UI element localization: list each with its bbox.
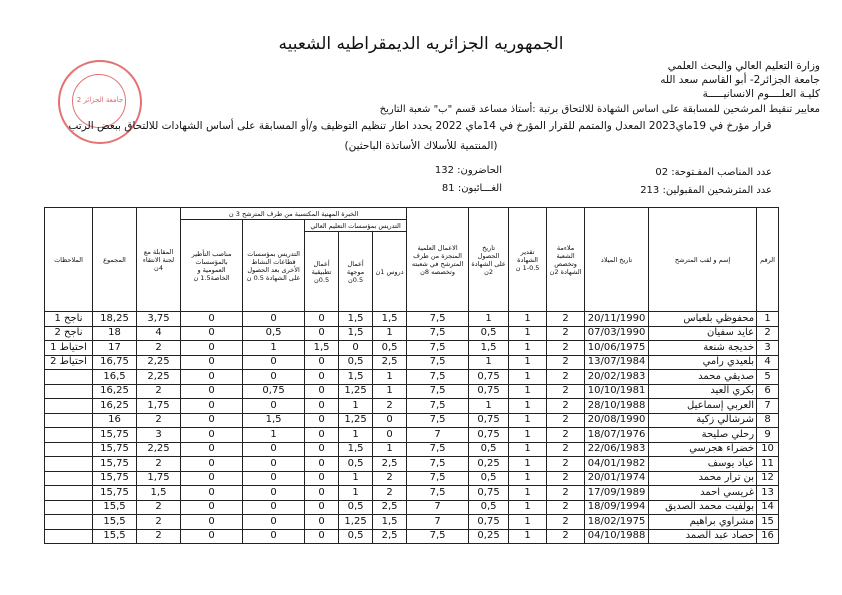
cell-directed: 1,5 bbox=[339, 442, 373, 457]
cell-exp-supervision: 0 bbox=[181, 413, 243, 428]
cell-exp-teaching: 1,5 bbox=[243, 413, 305, 428]
cell-total: 16,25 bbox=[93, 384, 137, 399]
header-teaching-group: التدريس بمؤسسات التعليم العالي bbox=[305, 220, 407, 232]
cell-exp-supervision: 0 bbox=[181, 471, 243, 486]
cell-works: 7,5 bbox=[407, 370, 469, 385]
cell-directed: 1,5 bbox=[339, 326, 373, 341]
cell-name: خديجة شنعة bbox=[649, 341, 757, 356]
cell-num: 10 bbox=[757, 442, 779, 457]
cell-num: 3 bbox=[757, 341, 779, 356]
cell-exp-teaching: 0,75 bbox=[243, 384, 305, 399]
cell-total: 16,75 bbox=[93, 355, 137, 370]
cell-lessons: 0 bbox=[373, 428, 407, 443]
cell-lessons: 1 bbox=[373, 326, 407, 341]
cell-lessons: 1 bbox=[373, 442, 407, 457]
cell-match: 2 bbox=[547, 457, 585, 472]
cell-practical: 0 bbox=[305, 442, 339, 457]
table-row bbox=[45, 457, 779, 472]
cell-num: 4 bbox=[757, 355, 779, 370]
cell-exp-supervision: 0 bbox=[181, 355, 243, 370]
cell-grade: 1 bbox=[509, 312, 547, 327]
cell-exp-supervision: 0 bbox=[181, 486, 243, 501]
table-row bbox=[45, 500, 779, 515]
header-exp-supervision: مناصب التأطير بالمؤسسات العمومية و الخاصة1.5 ن bbox=[181, 220, 243, 312]
header-directed: أعمال موجهة 0.5ن bbox=[339, 232, 373, 312]
cell-exp-supervision: 0 bbox=[181, 515, 243, 530]
cell-note bbox=[45, 500, 93, 515]
cell-obtained: 0,5 bbox=[469, 442, 509, 457]
cell-exp-supervision: 0 bbox=[181, 428, 243, 443]
cell-birth: 18/02/1975 bbox=[585, 515, 649, 530]
cell-total: 17 bbox=[93, 341, 137, 356]
cell-lessons: 1 bbox=[373, 384, 407, 399]
cell-practical: 0 bbox=[305, 486, 339, 501]
cell-directed: 1,25 bbox=[339, 515, 373, 530]
cell-note: ناجح 2 bbox=[45, 326, 93, 341]
table-row bbox=[45, 312, 779, 327]
cell-note bbox=[45, 384, 93, 399]
cell-match: 2 bbox=[547, 471, 585, 486]
cell-name: خضراء هجرسي bbox=[649, 442, 757, 457]
cell-num: 5 bbox=[757, 370, 779, 385]
cell-note bbox=[45, 413, 93, 428]
header-notes: الملاحظات bbox=[45, 208, 93, 312]
cell-birth: 17/09/1989 bbox=[585, 486, 649, 501]
cell-practical: 0 bbox=[305, 355, 339, 370]
cell-works: 7,5 bbox=[407, 312, 469, 327]
cell-exp-teaching: 0 bbox=[243, 370, 305, 385]
cell-exp-supervision: 0 bbox=[181, 457, 243, 472]
cell-lessons: 2,5 bbox=[373, 500, 407, 515]
cell-interview: 2,25 bbox=[137, 370, 181, 385]
cell-practical: 1,5 bbox=[305, 341, 339, 356]
cell-total: 15,75 bbox=[93, 471, 137, 486]
scores-table bbox=[44, 207, 779, 544]
header-works: الاعمال العلمية المنجزة من طرف المترشح في شعبته وتخصصه 8ن bbox=[407, 208, 469, 312]
accepted-count: عدد المترشحين المقبولين: 213 bbox=[640, 185, 772, 196]
cell-name: مشراوي براهيم bbox=[649, 515, 757, 530]
cell-grade: 1 bbox=[509, 428, 547, 443]
cell-match: 2 bbox=[547, 515, 585, 530]
table-row bbox=[45, 370, 779, 385]
table-row bbox=[45, 471, 779, 486]
cell-exp-teaching: 0 bbox=[243, 486, 305, 501]
cell-obtained: 0,75 bbox=[469, 370, 509, 385]
cell-total: 15,75 bbox=[93, 486, 137, 501]
cell-note: ناجح 1 bbox=[45, 312, 93, 327]
cell-interview: 2 bbox=[137, 341, 181, 356]
cell-grade: 1 bbox=[509, 355, 547, 370]
table-row bbox=[45, 515, 779, 530]
cell-grade: 1 bbox=[509, 370, 547, 385]
cell-obtained: 1,5 bbox=[469, 341, 509, 356]
cell-num: 14 bbox=[757, 500, 779, 515]
cell-match: 2 bbox=[547, 384, 585, 399]
cell-match: 2 bbox=[547, 428, 585, 443]
cell-total: 15,75 bbox=[93, 428, 137, 443]
cell-practical: 0 bbox=[305, 370, 339, 385]
cell-obtained: 1 bbox=[469, 355, 509, 370]
cell-note bbox=[45, 486, 93, 501]
cell-num: 16 bbox=[757, 529, 779, 544]
cell-match: 2 bbox=[547, 399, 585, 414]
cell-works: 7,5 bbox=[407, 529, 469, 544]
cell-directed: 0,5 bbox=[339, 529, 373, 544]
cell-works: 7,5 bbox=[407, 341, 469, 356]
cell-birth: 10/06/1975 bbox=[585, 341, 649, 356]
cell-interview: 4 bbox=[137, 326, 181, 341]
cell-obtained: 0,75 bbox=[469, 413, 509, 428]
absent-count: الغـــائبون: 81 bbox=[441, 183, 502, 194]
cell-num: 12 bbox=[757, 471, 779, 486]
cell-works: 7,5 bbox=[407, 471, 469, 486]
cell-practical: 0 bbox=[305, 515, 339, 530]
cell-name: بكري العيد bbox=[649, 384, 757, 399]
cell-note bbox=[45, 370, 93, 385]
stamp-text: جامعة الجزائر 2 bbox=[76, 96, 124, 104]
cell-match: 2 bbox=[547, 326, 585, 341]
cell-note: احتياط 1 bbox=[45, 341, 93, 356]
cell-obtained: 0,5 bbox=[469, 500, 509, 515]
header-exp-teaching: التدريس بمؤسسات قطاعات النشاط الأخرى بعد الحصول على الشهادة 0.5 ن bbox=[243, 220, 305, 312]
cell-obtained: 1 bbox=[469, 399, 509, 414]
cell-works: 7,5 bbox=[407, 486, 469, 501]
decree-line: قرار مؤرخ في 19ماي2023 المعدل والمتمم للقرار المؤرخ في 14ماي 2022 يحدد اطار تنظيم التوظيف و/أو المسابقة على أساس الشهادات للالتحاق ببعض الرتب bbox=[68, 120, 772, 132]
header-grade: تقدير الشهادة 0.5-1 ن bbox=[509, 208, 547, 312]
header-match: ملاءمة الشعبة وتخصص الشهادة 2ن bbox=[547, 208, 585, 312]
cell-lessons: 1 bbox=[373, 370, 407, 385]
cell-exp-supervision: 0 bbox=[181, 384, 243, 399]
cell-obtained: 0,75 bbox=[469, 515, 509, 530]
cell-num: 15 bbox=[757, 515, 779, 530]
cell-practical: 0 bbox=[305, 384, 339, 399]
cell-lessons: 1,5 bbox=[373, 515, 407, 530]
cell-directed: 1,5 bbox=[339, 312, 373, 327]
cell-birth: 20/11/1990 bbox=[585, 312, 649, 327]
cell-lessons: 2 bbox=[373, 486, 407, 501]
header-birth: تاريخ الميلاد bbox=[585, 208, 649, 312]
cell-practical: 0 bbox=[305, 471, 339, 486]
table-row bbox=[45, 529, 779, 544]
cell-lessons: 2,5 bbox=[373, 529, 407, 544]
cell-name: عايد سفيان bbox=[649, 326, 757, 341]
cell-interview: 2,25 bbox=[137, 355, 181, 370]
header-lessons: دروس 1ن bbox=[373, 232, 407, 312]
cell-works: 7,5 bbox=[407, 442, 469, 457]
cell-exp-teaching: 0 bbox=[243, 399, 305, 414]
cell-exp-teaching: 0 bbox=[243, 442, 305, 457]
table-row bbox=[45, 399, 779, 414]
cell-match: 2 bbox=[547, 529, 585, 544]
cell-directed: 1,25 bbox=[339, 384, 373, 399]
cell-birth: 20/02/1983 bbox=[585, 370, 649, 385]
cell-name: رحلي صليحة bbox=[649, 428, 757, 443]
cell-directed: 1,25 bbox=[339, 413, 373, 428]
cell-total: 15,5 bbox=[93, 500, 137, 515]
table-row bbox=[45, 384, 779, 399]
cell-exp-teaching: 0 bbox=[243, 471, 305, 486]
present-count: الحاضرون: 132 bbox=[434, 165, 502, 176]
cell-match: 2 bbox=[547, 341, 585, 356]
cell-practical: 0 bbox=[305, 413, 339, 428]
cell-num: 7 bbox=[757, 399, 779, 414]
cell-interview: 2 bbox=[137, 384, 181, 399]
cell-exp-teaching: 0 bbox=[243, 515, 305, 530]
cell-exp-supervision: 0 bbox=[181, 500, 243, 515]
header-total: المجموع bbox=[93, 208, 137, 312]
cell-lessons: 1,5 bbox=[373, 312, 407, 327]
cell-lessons: 2 bbox=[373, 471, 407, 486]
table-row bbox=[45, 486, 779, 501]
cell-interview: 1,75 bbox=[137, 471, 181, 486]
cell-works: 7 bbox=[407, 500, 469, 515]
cell-birth: 04/10/1988 bbox=[585, 529, 649, 544]
cell-name: شرشالي زكية bbox=[649, 413, 757, 428]
cell-match: 2 bbox=[547, 370, 585, 385]
cell-total: 18,25 bbox=[93, 312, 137, 327]
cell-interview: 2 bbox=[137, 457, 181, 472]
cell-total: 18 bbox=[93, 326, 137, 341]
cell-grade: 1 bbox=[509, 341, 547, 356]
cell-lessons: 2,5 bbox=[373, 355, 407, 370]
cell-obtained: 0,75 bbox=[469, 384, 509, 399]
cell-directed: 0 bbox=[339, 341, 373, 356]
cell-name: صديقي محمد bbox=[649, 370, 757, 385]
cell-match: 2 bbox=[547, 500, 585, 515]
cell-works: 7,5 bbox=[407, 457, 469, 472]
cell-name: غريسي احمد bbox=[649, 486, 757, 501]
table-row bbox=[45, 341, 779, 356]
cell-obtained: 0,5 bbox=[469, 326, 509, 341]
cell-exp-supervision: 0 bbox=[181, 399, 243, 414]
cell-birth: 10/10/1981 bbox=[585, 384, 649, 399]
cell-grade: 1 bbox=[509, 413, 547, 428]
table-row bbox=[45, 355, 779, 370]
cell-exp-supervision: 0 bbox=[181, 370, 243, 385]
cell-directed: 1 bbox=[339, 428, 373, 443]
cell-total: 15,75 bbox=[93, 457, 137, 472]
cell-interview: 1,5 bbox=[137, 486, 181, 501]
cell-lessons: 2 bbox=[373, 399, 407, 414]
cell-birth: 28/10/1988 bbox=[585, 399, 649, 414]
cell-name: بولفيت محمد الصديق bbox=[649, 500, 757, 515]
cell-exp-teaching: 0 bbox=[243, 457, 305, 472]
cell-interview: 2,25 bbox=[137, 442, 181, 457]
cell-note bbox=[45, 457, 93, 472]
cell-num: 2 bbox=[757, 326, 779, 341]
cell-name: حصاد عبد الصمد bbox=[649, 529, 757, 544]
cell-obtained: 1 bbox=[469, 312, 509, 327]
cell-exp-teaching: 0 bbox=[243, 312, 305, 327]
cell-interview: 2 bbox=[137, 500, 181, 515]
cell-obtained: 0,5 bbox=[469, 471, 509, 486]
cell-note bbox=[45, 471, 93, 486]
posts-open: عدد المناصب المفـتوحة: 02 bbox=[655, 167, 772, 178]
cell-practical: 0 bbox=[305, 428, 339, 443]
cell-directed: 0,5 bbox=[339, 457, 373, 472]
cell-exp-teaching: 0 bbox=[243, 500, 305, 515]
cell-birth: 20/08/1990 bbox=[585, 413, 649, 428]
cell-num: 8 bbox=[757, 413, 779, 428]
cell-num: 6 bbox=[757, 384, 779, 399]
cell-interview: 2 bbox=[137, 529, 181, 544]
cell-grade: 1 bbox=[509, 399, 547, 414]
cell-grade: 1 bbox=[509, 486, 547, 501]
cell-match: 2 bbox=[547, 486, 585, 501]
cell-exp-supervision: 0 bbox=[181, 529, 243, 544]
cell-practical: 0 bbox=[305, 457, 339, 472]
cell-works: 7,5 bbox=[407, 326, 469, 341]
header-experience-group: الخبرة المهنية المكتسبة من طرف المترشح 3 ن bbox=[181, 208, 407, 220]
cell-total: 16,25 bbox=[93, 399, 137, 414]
cell-practical: 0 bbox=[305, 500, 339, 515]
cell-note bbox=[45, 515, 93, 530]
cell-interview: 3 bbox=[137, 428, 181, 443]
cell-works: 7,5 bbox=[407, 355, 469, 370]
table-row bbox=[45, 428, 779, 443]
criteria-line: معايير تنقيط المرشحين للمسابقة على اساس الشهادة للالتحاق برتبة :أستاذ مساعد قسم "ب" شعبة التاريخ bbox=[379, 104, 820, 115]
cell-lessons: 0,5 bbox=[373, 341, 407, 356]
cell-interview: 2 bbox=[137, 515, 181, 530]
cell-practical: 0 bbox=[305, 312, 339, 327]
table-row bbox=[45, 413, 779, 428]
cell-num: 9 bbox=[757, 428, 779, 443]
cell-directed: 1 bbox=[339, 471, 373, 486]
header-name: إسم و لقب المترشح bbox=[649, 208, 757, 312]
cell-lessons: 0 bbox=[373, 413, 407, 428]
cell-birth: 22/06/1983 bbox=[585, 442, 649, 457]
cell-match: 2 bbox=[547, 312, 585, 327]
cell-obtained: 0,25 bbox=[469, 457, 509, 472]
table-row bbox=[45, 442, 779, 457]
cell-directed: 0,5 bbox=[339, 500, 373, 515]
cell-note bbox=[45, 442, 93, 457]
cell-works: 7,5 bbox=[407, 413, 469, 428]
cell-works: 7,5 bbox=[407, 384, 469, 399]
cell-birth: 04/01/1982 bbox=[585, 457, 649, 472]
decree-line-2: (المنتمية للأسلاك الأساتذة الباحثين) bbox=[344, 140, 498, 152]
cell-obtained: 0,75 bbox=[469, 428, 509, 443]
cell-name: عياد يوسف bbox=[649, 457, 757, 472]
cell-match: 2 bbox=[547, 355, 585, 370]
cell-practical: 0 bbox=[305, 326, 339, 341]
cell-exp-supervision: 0 bbox=[181, 442, 243, 457]
cell-grade: 1 bbox=[509, 529, 547, 544]
cell-works: 7,5 bbox=[407, 399, 469, 414]
cell-birth: 20/01/1974 bbox=[585, 471, 649, 486]
faculty-line: كليـة العلــــوم الانسانيـــــة bbox=[702, 88, 820, 100]
cell-name: بلعيدي رامي bbox=[649, 355, 757, 370]
cell-total: 15,75 bbox=[93, 442, 137, 457]
header-date-obtained: تاريخ الحصول على الشهادة 2ن bbox=[469, 208, 509, 312]
cell-directed: 1 bbox=[339, 399, 373, 414]
cell-interview: 1,75 bbox=[137, 399, 181, 414]
cell-works: 7 bbox=[407, 428, 469, 443]
cell-birth: 13/07/1984 bbox=[585, 355, 649, 370]
cell-grade: 1 bbox=[509, 326, 547, 341]
cell-obtained: 0,25 bbox=[469, 529, 509, 544]
cell-interview: 3,75 bbox=[137, 312, 181, 327]
cell-exp-supervision: 0 bbox=[181, 312, 243, 327]
cell-num: 1 bbox=[757, 312, 779, 327]
cell-exp-teaching: 0,5 bbox=[243, 326, 305, 341]
cell-grade: 1 bbox=[509, 457, 547, 472]
cell-grade: 1 bbox=[509, 384, 547, 399]
cell-grade: 1 bbox=[509, 442, 547, 457]
cell-total: 16 bbox=[93, 413, 137, 428]
cell-grade: 1 bbox=[509, 515, 547, 530]
cell-note bbox=[45, 428, 93, 443]
cell-total: 16,5 bbox=[93, 370, 137, 385]
cell-birth: 18/09/1994 bbox=[585, 500, 649, 515]
header-interview: المقابلة مع لجنة الانتقاء 4ن bbox=[137, 208, 181, 312]
cell-exp-teaching: 0 bbox=[243, 529, 305, 544]
cell-grade: 1 bbox=[509, 471, 547, 486]
cell-exp-supervision: 0 bbox=[181, 341, 243, 356]
cell-note bbox=[45, 399, 93, 414]
cell-num: 11 bbox=[757, 457, 779, 472]
cell-interview: 2 bbox=[137, 413, 181, 428]
cell-exp-teaching: 1 bbox=[243, 341, 305, 356]
cell-exp-teaching: 1 bbox=[243, 428, 305, 443]
cell-practical: 0 bbox=[305, 529, 339, 544]
cell-grade: 1 bbox=[509, 500, 547, 515]
cell-name: محفوظي بلعباس bbox=[649, 312, 757, 327]
cell-lessons: 2,5 bbox=[373, 457, 407, 472]
ministry-line: وزارة التعليم العالي والبحث العلمي bbox=[667, 60, 820, 72]
cell-works: 7 bbox=[407, 515, 469, 530]
cell-note bbox=[45, 529, 93, 544]
table-row bbox=[45, 326, 779, 341]
cell-match: 2 bbox=[547, 413, 585, 428]
cell-birth: 18/07/1976 bbox=[585, 428, 649, 443]
cell-total: 15,5 bbox=[93, 529, 137, 544]
header-practical: أعمال تطبيقية 0.5ن bbox=[305, 232, 339, 312]
cell-directed: 0,5 bbox=[339, 355, 373, 370]
cell-directed: 1,5 bbox=[339, 370, 373, 385]
cell-exp-teaching: 0 bbox=[243, 355, 305, 370]
republic-title: الجمهوريه الجزائريه الديمقراطيه الشعبيه bbox=[278, 34, 564, 54]
university-line: جامعة الجزائر2- أبو القاسم سعد الله bbox=[660, 74, 820, 86]
cell-name: بن ترار محمد bbox=[649, 471, 757, 486]
cell-note: احتياط 2 bbox=[45, 355, 93, 370]
cell-name: العربي إسماعيل bbox=[649, 399, 757, 414]
cell-birth: 07/03/1990 bbox=[585, 326, 649, 341]
header-num: الرقم bbox=[757, 208, 779, 312]
cell-match: 2 bbox=[547, 442, 585, 457]
cell-exp-supervision: 0 bbox=[181, 326, 243, 341]
cell-num: 13 bbox=[757, 486, 779, 501]
cell-practical: 0 bbox=[305, 399, 339, 414]
cell-directed: 1 bbox=[339, 486, 373, 501]
cell-obtained: 0,75 bbox=[469, 486, 509, 501]
cell-total: 15,5 bbox=[93, 515, 137, 530]
